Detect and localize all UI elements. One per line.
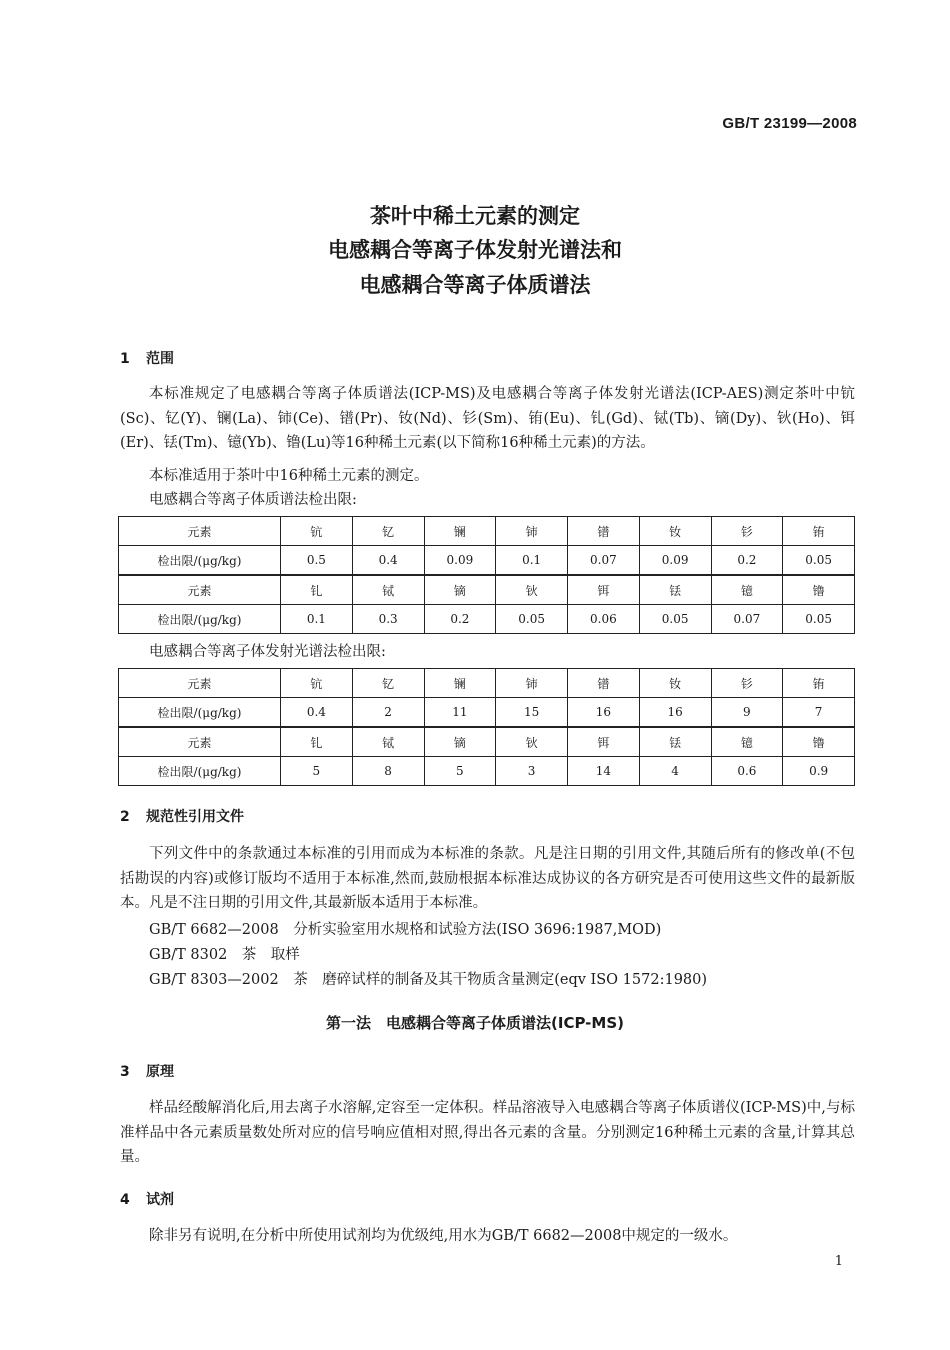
section-number: 4 [120,1192,130,1208]
element-cell: 铽 [352,727,424,757]
element-cell: 铕 [783,517,855,546]
limit-cell: 0.07 [711,605,783,634]
limit-cell: 3 [496,757,568,786]
element-cell: 镝 [424,575,496,605]
limit-cell: 15 [496,698,568,728]
limit-cell: 0.05 [783,605,855,634]
limit-cell: 0.3 [352,605,424,634]
limit-cell: 0.09 [424,546,496,576]
reference-item: GB/T 8302 茶 取样 [149,947,300,963]
section-2-heading [120,806,244,826]
element-cell: 钆 [281,727,353,757]
section-title: 原理 [146,1064,174,1080]
limit-cell: 0.2 [424,605,496,634]
section-4-paragraph [120,1224,855,1249]
element-cell: 镥 [783,727,855,757]
section-number: 1 [120,351,130,367]
element-cell: 铈 [496,517,568,546]
section-title: 规范性引用文件 [146,809,244,825]
title-line-2: 电感耦合等离子体发射光谱法和 [328,238,622,262]
table-row [119,727,855,757]
limit-cell: 0.07 [568,546,640,576]
limit-label: 检出限/(μg/kg) [119,605,281,634]
icpms-detection-limit-table [118,516,855,634]
reference-item: GB/T 6682—2008 分析实验室用水规格和试验方法(ISO 3696:1987,MOD) [149,922,662,938]
table-row [119,757,855,786]
section-1-paragraph [120,382,855,456]
limit-cell: 14 [568,757,640,786]
element-cell: 镝 [424,727,496,757]
section-1-heading [120,348,174,368]
limit-cell: 9 [711,698,783,728]
limit-cell: 0.05 [496,605,568,634]
element-cell: 铥 [639,575,711,605]
element-cell: 铽 [352,575,424,605]
section-title: 范围 [146,351,174,367]
element-cell: 钇 [352,517,424,546]
element-cell: 钆 [281,575,353,605]
table-row [119,517,855,546]
element-cell: 铈 [496,669,568,698]
element-cell: 钐 [711,669,783,698]
element-cell: 钐 [711,517,783,546]
limit-cell: 5 [281,757,353,786]
section-title: 试剂 [146,1192,174,1208]
icpms-caption: 电感耦合等离子体质谱法检出限: [149,492,357,508]
title-line-1: 茶叶中稀土元素的测定 [370,204,580,228]
standard-number: GB/T 23199—2008 [722,115,857,132]
section-number: 3 [120,1064,130,1080]
element-label: 元素 [119,575,281,605]
element-cell: 钕 [639,669,711,698]
limit-cell: 5 [424,757,496,786]
table-row [119,575,855,605]
element-label: 元素 [119,669,281,698]
element-cell: 镱 [711,727,783,757]
applicability-text: 本标准适用于茶叶中16种稀土元素的测定。 [149,468,429,484]
section-4-heading [120,1189,174,1209]
limit-cell: 0.05 [639,605,711,634]
normative-text: 下列文件中的条款通过本标准的引用而成为本标准的条款。凡是注日期的引用文件,其随后所有的修改单(不包括勘误的内容)或修订版均不适用于本标准,然而,鼓励根据本标准达成协议的各方研究是否可使用这些文件的最新版本。凡是不注日期的引用文件,其最新版本适用于本标准。 [120,846,855,911]
element-cell: 钬 [496,575,568,605]
element-cell: 镧 [424,669,496,698]
icpaes-caption: 电感耦合等离子体发射光谱法检出限: [149,644,386,660]
limit-cell: 0.4 [281,698,353,728]
limit-label: 检出限/(μg/kg) [119,698,281,728]
element-cell: 铕 [783,669,855,698]
title-line-3: 电感耦合等离子体质谱法 [359,273,591,297]
element-label: 元素 [119,727,281,757]
limit-cell: 8 [352,757,424,786]
section-3-paragraph [120,1096,855,1170]
limit-cell: 16 [568,698,640,728]
limit-cell: 7 [783,698,855,728]
element-cell: 镱 [711,575,783,605]
method-1-title: 第一法 电感耦合等离子体质谱法(ICP-MS) [326,1014,624,1032]
limit-label: 检出限/(μg/kg) [119,757,281,786]
limit-cell: 16 [639,698,711,728]
limit-cell: 2 [352,698,424,728]
section-2-paragraph [120,842,855,916]
element-cell: 钬 [496,727,568,757]
scope-text: 本标准规定了电感耦合等离子体质谱法(ICP-MS)及电感耦合等离子体发射光谱法(ICP-AES)测定茶叶中钪(Sc)、钇(Y)、镧(La)、铈(Ce)、镨(Pr)、钕(Nd)、钐(Sm)、铕(Eu)、钆(Gd)、铽(Tb)、镝(Dy)、钬(Ho)、铒(Er)、铥(Tm)、镱(Yb)、镥(Lu)等16种稀土元素(以下简称16种稀土元素)的方法。 [120,386,855,451]
limit-cell: 4 [639,757,711,786]
table-row [119,605,855,634]
limit-cell: 0.4 [352,546,424,576]
icpaes-detection-limit-table [118,668,855,786]
element-cell: 钇 [352,669,424,698]
element-label: 元素 [119,517,281,546]
table-row [119,546,855,576]
element-cell: 铥 [639,727,711,757]
limit-cell: 0.05 [783,546,855,576]
element-cell: 钕 [639,517,711,546]
table-row [119,669,855,698]
principle-text: 样品经酸解消化后,用去离子水溶解,定容至一定体积。样品溶液导入电感耦合等离子体质谱仪(ICP-MS)中,与标准样品中各元素质量数处所对应的信号响应值相对照,得出各元素的含量。分别测定16种稀土元素的含量,计算其总量。 [120,1100,855,1165]
reference-item: GB/T 8303—2002 茶 磨碎试样的制备及其干物质含量测定(eqv ISO 1572:1980) [149,972,708,988]
limit-cell: 0.9 [783,757,855,786]
limit-cell: 0.5 [281,546,353,576]
page-number: 1 [834,1254,843,1269]
element-cell: 镥 [783,575,855,605]
element-cell: 镧 [424,517,496,546]
reagent-text: 除非另有说明,在分析中所使用试剂均为优级纯,用水为GB/T 6682—2008中规定的一级水。 [149,1228,738,1244]
limit-cell: 11 [424,698,496,728]
limit-cell: 0.06 [568,605,640,634]
element-cell: 钪 [281,669,353,698]
element-cell: 镨 [568,669,640,698]
limit-cell: 0.1 [496,546,568,576]
element-cell: 铒 [568,575,640,605]
element-cell: 钪 [281,517,353,546]
element-cell: 镨 [568,517,640,546]
table-row [119,698,855,728]
limit-cell: 0.6 [711,757,783,786]
limit-cell: 0.09 [639,546,711,576]
section-number: 2 [120,809,130,825]
section-3-heading [120,1061,174,1081]
element-cell: 铒 [568,727,640,757]
limit-label: 检出限/(μg/kg) [119,546,281,576]
limit-cell: 0.2 [711,546,783,576]
limit-cell: 0.1 [281,605,353,634]
